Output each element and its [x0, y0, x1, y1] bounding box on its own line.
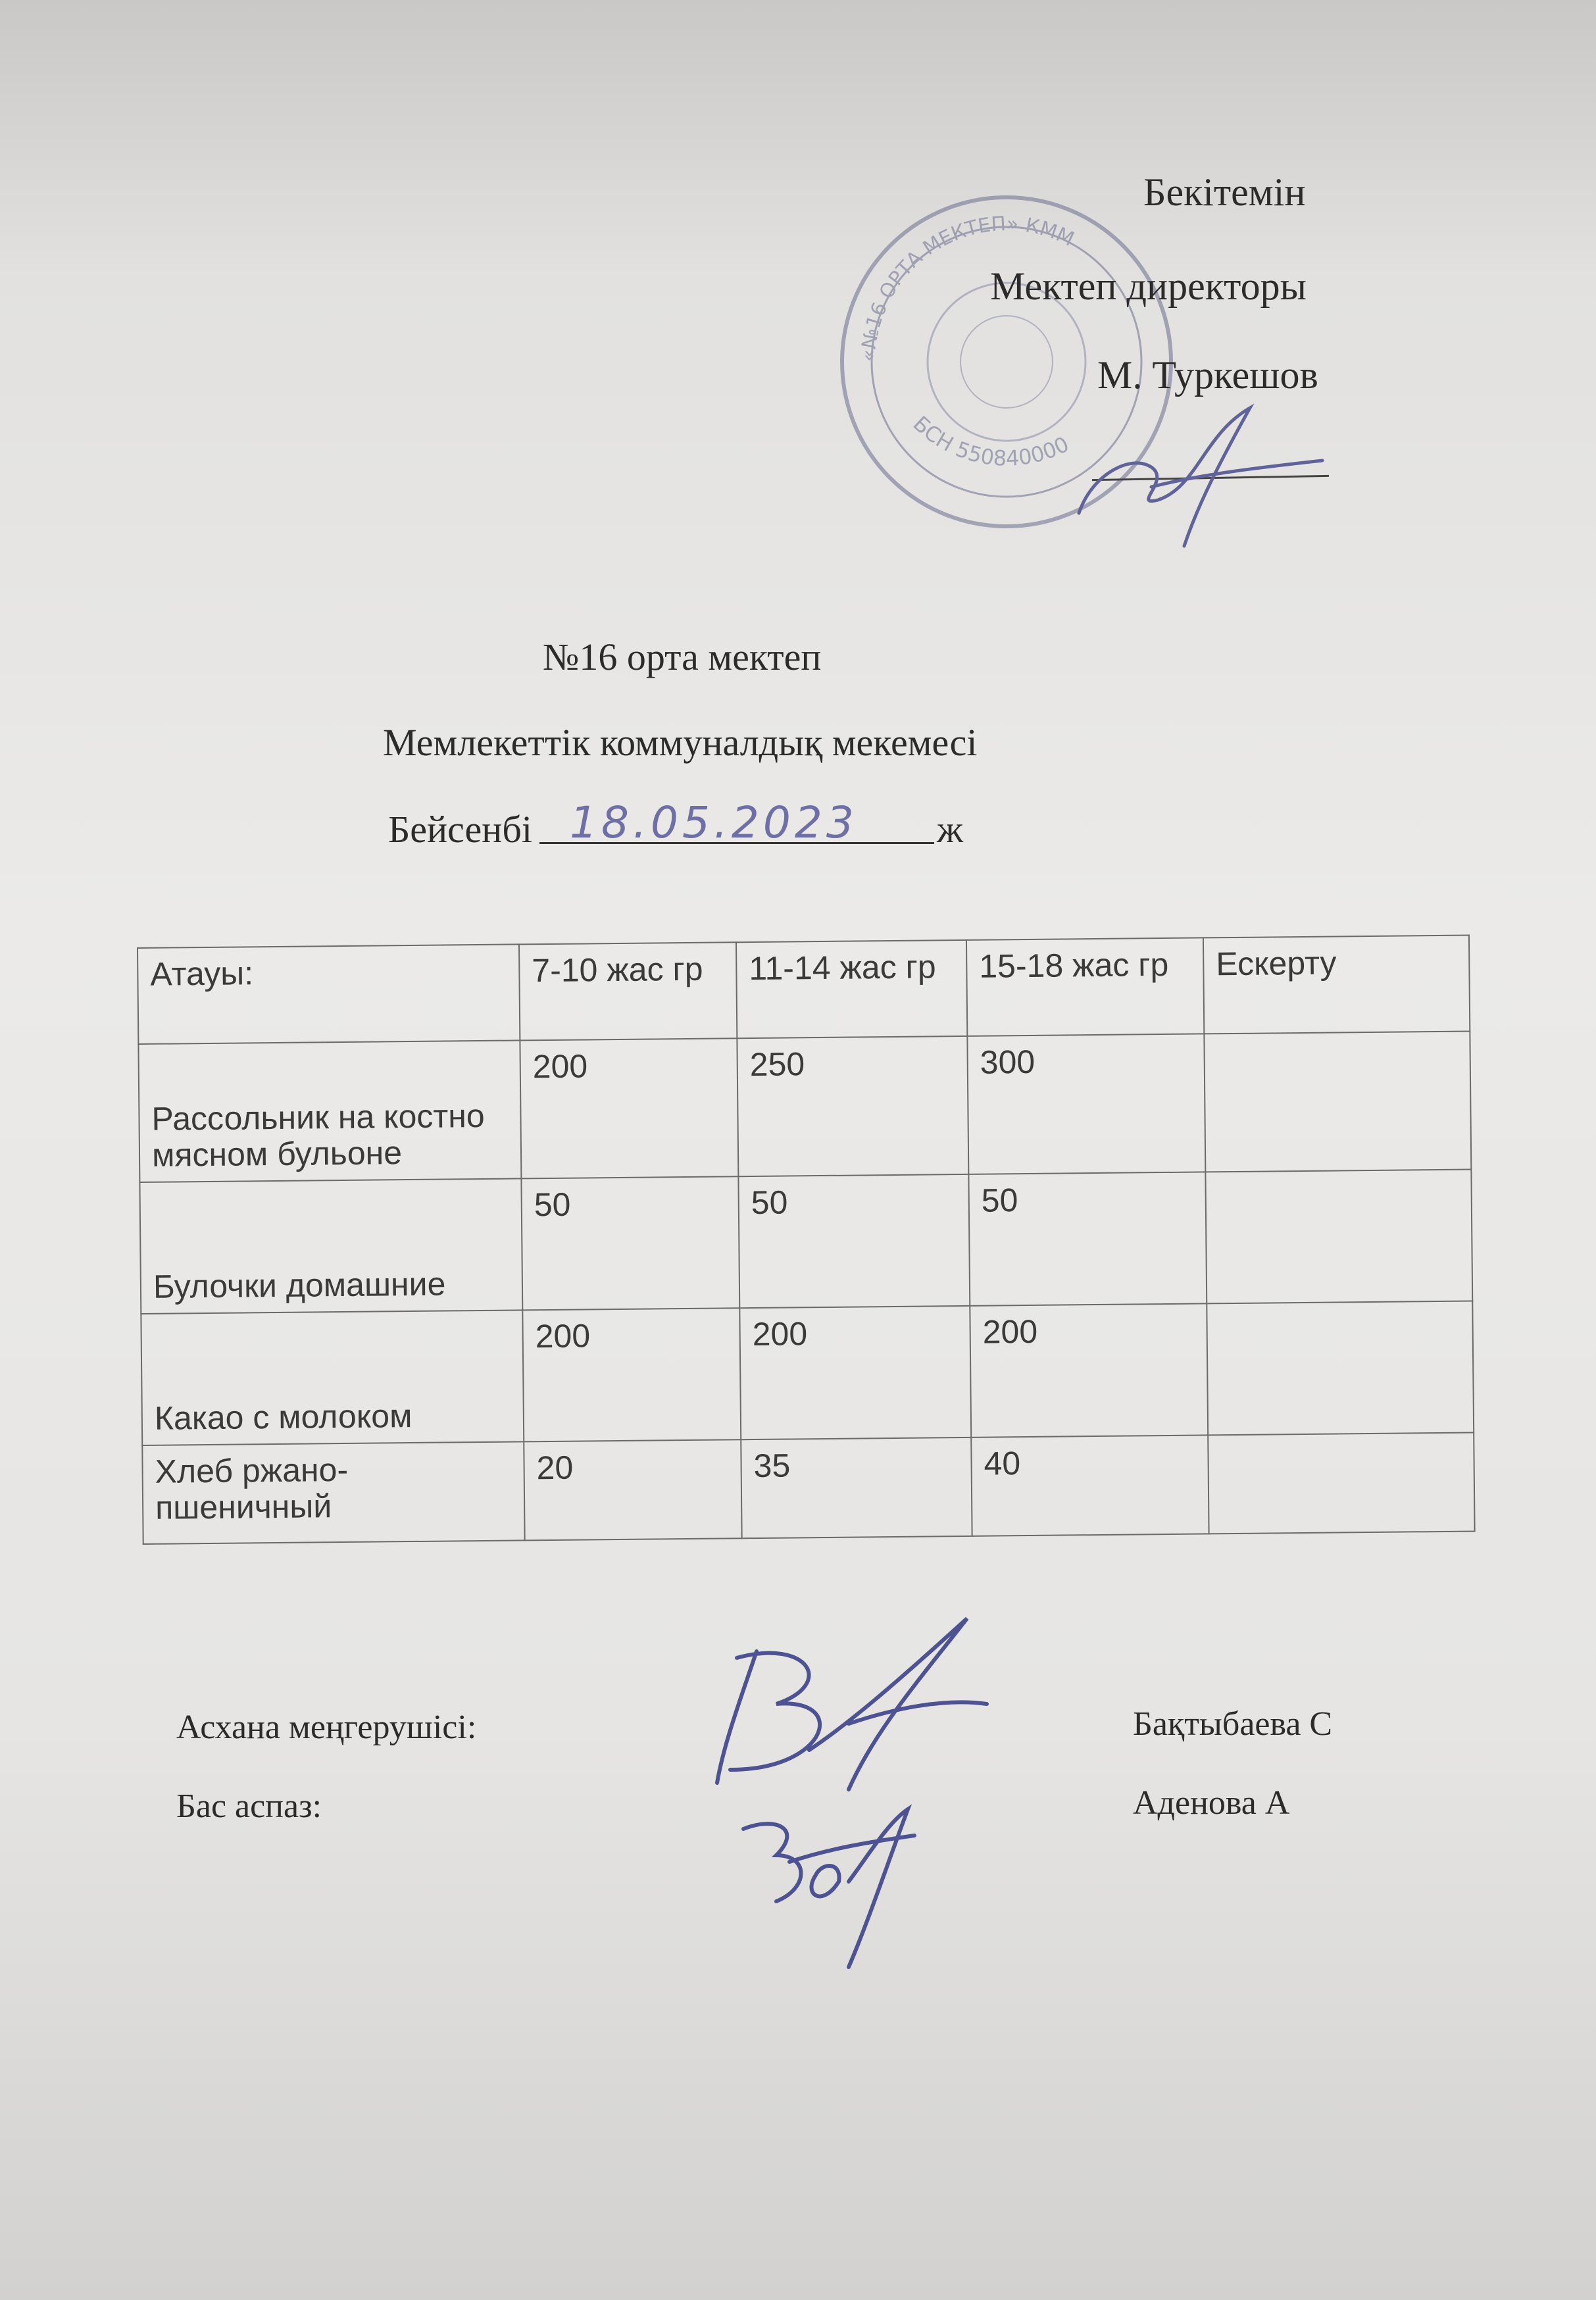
- table-row: [142, 1433, 1474, 1544]
- column-header: Ескерту: [1203, 936, 1470, 1034]
- svg-text:«№16 ОРТА МЕКТЕП» КММ: «№16 ОРТА МЕКТЕП» КММ: [857, 212, 1078, 362]
- portion-15-18: 50: [968, 1172, 1207, 1305]
- portion-11-14: 50: [738, 1174, 970, 1308]
- note-cell: [1208, 1433, 1474, 1534]
- table-row: [141, 1301, 1474, 1445]
- dish-name: Какао с молоком: [141, 1310, 524, 1445]
- year-suffix: ж: [937, 808, 964, 851]
- chef-signature: [717, 1803, 928, 1987]
- canteen-head-label: Асхана меңгерушісі:: [176, 1709, 477, 1746]
- menu-table: [137, 935, 1476, 1545]
- portion-11-14: 200: [739, 1306, 971, 1439]
- director-position: Мектеп директоры: [990, 264, 1307, 308]
- canteen-head-name: Бақтыбаева С: [1133, 1705, 1333, 1743]
- institution-name: Мемлекеттік коммуналдық мекемесі: [383, 721, 978, 764]
- note-cell: [1207, 1301, 1474, 1436]
- column-header: 15-18 жас гр: [966, 938, 1204, 1036]
- dish-name: Рассольник на костно мясном бульоне: [138, 1040, 521, 1182]
- note-cell: [1204, 1032, 1471, 1172]
- dish-name: Булочки домашние: [139, 1178, 522, 1314]
- portion-15-18: 200: [970, 1303, 1208, 1437]
- chef-label: Бас аспаз:: [176, 1788, 322, 1825]
- portion-7-10: 50: [521, 1176, 739, 1310]
- table-header-row: [137, 936, 1470, 1044]
- chef-name: Аденова А: [1133, 1784, 1290, 1822]
- director-signature: [1053, 395, 1329, 553]
- portion-11-14: 250: [737, 1036, 968, 1176]
- portion-7-10: 200: [522, 1308, 741, 1441]
- canteen-head-signature: [678, 1612, 993, 1809]
- table-row: [139, 1170, 1472, 1314]
- handwritten-date: 18.05.2023: [570, 797, 858, 848]
- dish-name: Хлеб ржано-пшеничный: [142, 1441, 524, 1544]
- column-header: Атауы:: [137, 944, 520, 1044]
- note-cell: [1205, 1170, 1472, 1304]
- table-row: [138, 1032, 1471, 1182]
- director-name: М. Туркешов: [1097, 353, 1318, 397]
- day-label: Бейсенбі: [388, 808, 532, 851]
- svg-text:БСН 550840000: БСН 550840000: [908, 411, 1073, 471]
- column-header: 11-14 жас гр: [736, 940, 967, 1038]
- column-header: 7-10 жас гр: [519, 942, 737, 1040]
- school-name: №16 орта мектеп: [543, 636, 822, 678]
- portion-15-18: 300: [967, 1034, 1205, 1174]
- portion-15-18: 40: [971, 1435, 1209, 1536]
- portion-11-14: 35: [741, 1438, 972, 1538]
- approve-heading: Бекітемін: [1143, 170, 1306, 214]
- portion-7-10: 20: [524, 1439, 741, 1540]
- date-field: [539, 797, 934, 848]
- portion-7-10: 200: [520, 1038, 738, 1178]
